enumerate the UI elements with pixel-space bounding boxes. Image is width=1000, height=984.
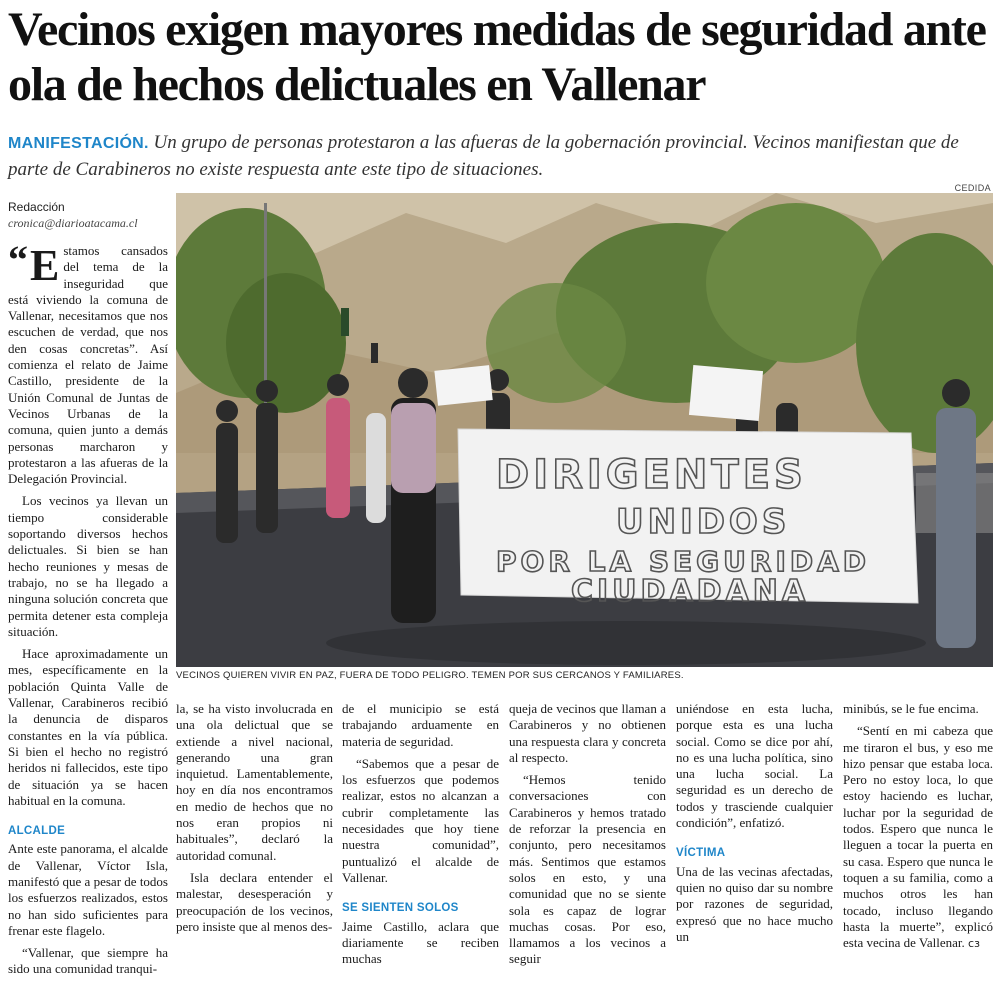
- article-column-3: [342, 701, 499, 973]
- paragraph-text: stamos cansados del tema de la inseguridad que está viviendo la comuna de Vallenar, necesitamos que nos escuchen de verdad, que nos den cosas concretas”. Así comienza el relato de Jaime Castillo, presidente de la Unión Comunal de Juntas de Vecinos Urbanas de la comuna, quien junto a demás personas marcharon y protestaron a las afueras de la Delegación Provincial.: [8, 243, 168, 487]
- banner-line-3: POR LA SEGURIDAD: [496, 545, 871, 578]
- deck-kicker: MANIFESTACIÓN.: [8, 135, 149, 152]
- subhead-victima: VÍCTIMA: [676, 847, 726, 860]
- paragraph: Los vecinos ya llevan un tiempo considerable soportando diversos hechos delictuales. Si bien se han hecho reuniones y mesas de trabajo, no se ha llegado a ninguna solución concreta que permita detener esta compleja situación.: [8, 493, 168, 639]
- byline-author: Redacción: [8, 200, 65, 214]
- paragraph: Ante este panorama, el alcalde de Vallenar, Víctor Isla, manifestó que a pesar de todos los esfuerzos realizados, estos no han sido suficientes para frenar este flagelo.: [8, 841, 168, 938]
- end-mark-icon: cз: [968, 937, 980, 951]
- paragraph: uniéndose en esta lucha, porque esta es una lucha social. Como se dice por ahí, no es una lucha política, sino una lucha social. La seguridad es un derecho de todos y trasciende cualquier condición”, enfatizó.: [676, 701, 833, 831]
- article-column-1: [8, 237, 168, 984]
- subhead-alcalde: ALCALDE: [8, 825, 66, 838]
- deck: [8, 130, 993, 183]
- byline: [8, 199, 138, 231]
- protest-photo: [176, 193, 993, 667]
- paragraph: Hace aproximadamente un mes, específicamente en la población Quinta Valle de Vallenar, Carabineros recibió la denuncia de disparos constantes en la vía pública. Si bien el hecho no registró heridos ni fallecidos, este tipo de situación ya se hacen habitual en la comuna.: [8, 646, 168, 808]
- paragraph: Una de las vecinas afectadas, quien no quiso dar su nombre por razones de seguridad, expresó que no hace mucho un: [676, 863, 833, 944]
- paragraph: “Vallenar, que siempre ha sido una comunidad tranqui-: [8, 945, 168, 977]
- photo-caption: VECINOS QUIEREN VIVIR EN PAZ, FUERA DE TODO PELIGRO. TEMEN POR SUS CERCANOS Y FAMILIARES.: [176, 670, 684, 681]
- article-column-5: [676, 701, 833, 951]
- paragraph: la, se ha visto involucrada en una ola delictual que se extiende a nivel nacional, generando una gran inquietud. Lamentablemente, hoy en día nos encontramos en medio de hechos que no nos eran propios ni habituales”, declaró la autoridad comunal.: [176, 701, 333, 863]
- paragraph: Isla declara entender el malestar, desesperación y preocupación de los vecinos, pero insiste que al menos des-: [176, 869, 333, 934]
- quote-mark: “: [8, 237, 28, 282]
- banner-line-2: UNIDOS: [616, 502, 791, 542]
- headline: Vecinos exigen mayores medidas de seguridad ante ola de hechos delictuales en Vallenar: [8, 3, 986, 111]
- banner-line-1: DIRIGENTES: [496, 452, 807, 498]
- article-column-2: [176, 701, 333, 941]
- paragraph-text: “Sentí en mi cabeza que me tiraron el bus, y eso me hizo pensar que estaba loca. Pero no estoy loca, lo que estoy haciendo es luchar, luchar por la seguridad de todos. Espero que nunca le lleguen a tocar la puerta en su casa. Espero que nunca le toquen a su familia, como a muchos otros les han tocado, incluso llegando hasta la muerte”, explicó esta vecina de Vallenar.: [843, 723, 993, 951]
- drop-cap: E: [30, 241, 60, 290]
- paragraph: queja de vecinos que llaman a Carabineros y no obtienen una respuesta clara y concreta al respecto.: [509, 701, 666, 765]
- paragraph: [843, 723, 993, 952]
- paragraph: de el municipio se está trabajando arduamente en materia de seguridad.: [342, 701, 499, 749]
- opening-paragraph: [8, 237, 168, 487]
- article-column-6: [843, 701, 993, 958]
- byline-email: cronica@diarioatacama.cl: [8, 216, 138, 230]
- photo-credit: CEDIDA: [954, 183, 991, 193]
- subhead-se-sienten-solos: SE SIENTEN SOLOS: [342, 902, 459, 915]
- article-column-4: [509, 701, 666, 974]
- banner-line-4: CIUDADANA: [571, 574, 810, 609]
- paragraph: minibús, se le fue encima.: [843, 701, 979, 716]
- deck-text: Un grupo de personas protestaron a las afueras de la gobernación provincial. Vecinos manifiestan que de parte de Carabineros no existe respuesta ante este tipo de situaciones.: [8, 132, 959, 180]
- paragraph: “Sabemos que a pesar de los esfuerzos que podemos realizar, estos no alcanzan a cubrir completamente las necesidades que hoy tiene nuestra comunidad”, puntualizó el alcalde de Vallenar.: [342, 755, 499, 885]
- protest-photo-illustration: [176, 193, 993, 667]
- paragraph: Jaime Castillo, aclara que diariamente se reciben muchas: [342, 918, 499, 967]
- paragraph: “Hemos tenido conversaciones con Carabineros y hemos tratado de reforzar la presencia en conjunto, pero necesitamos más. Sentimos que estamos solos en esto, y una comunidad que no se siente sola es capaz de lograr muchas cosas. Por eso, llamamos a los vecinos a seguir: [509, 772, 666, 967]
